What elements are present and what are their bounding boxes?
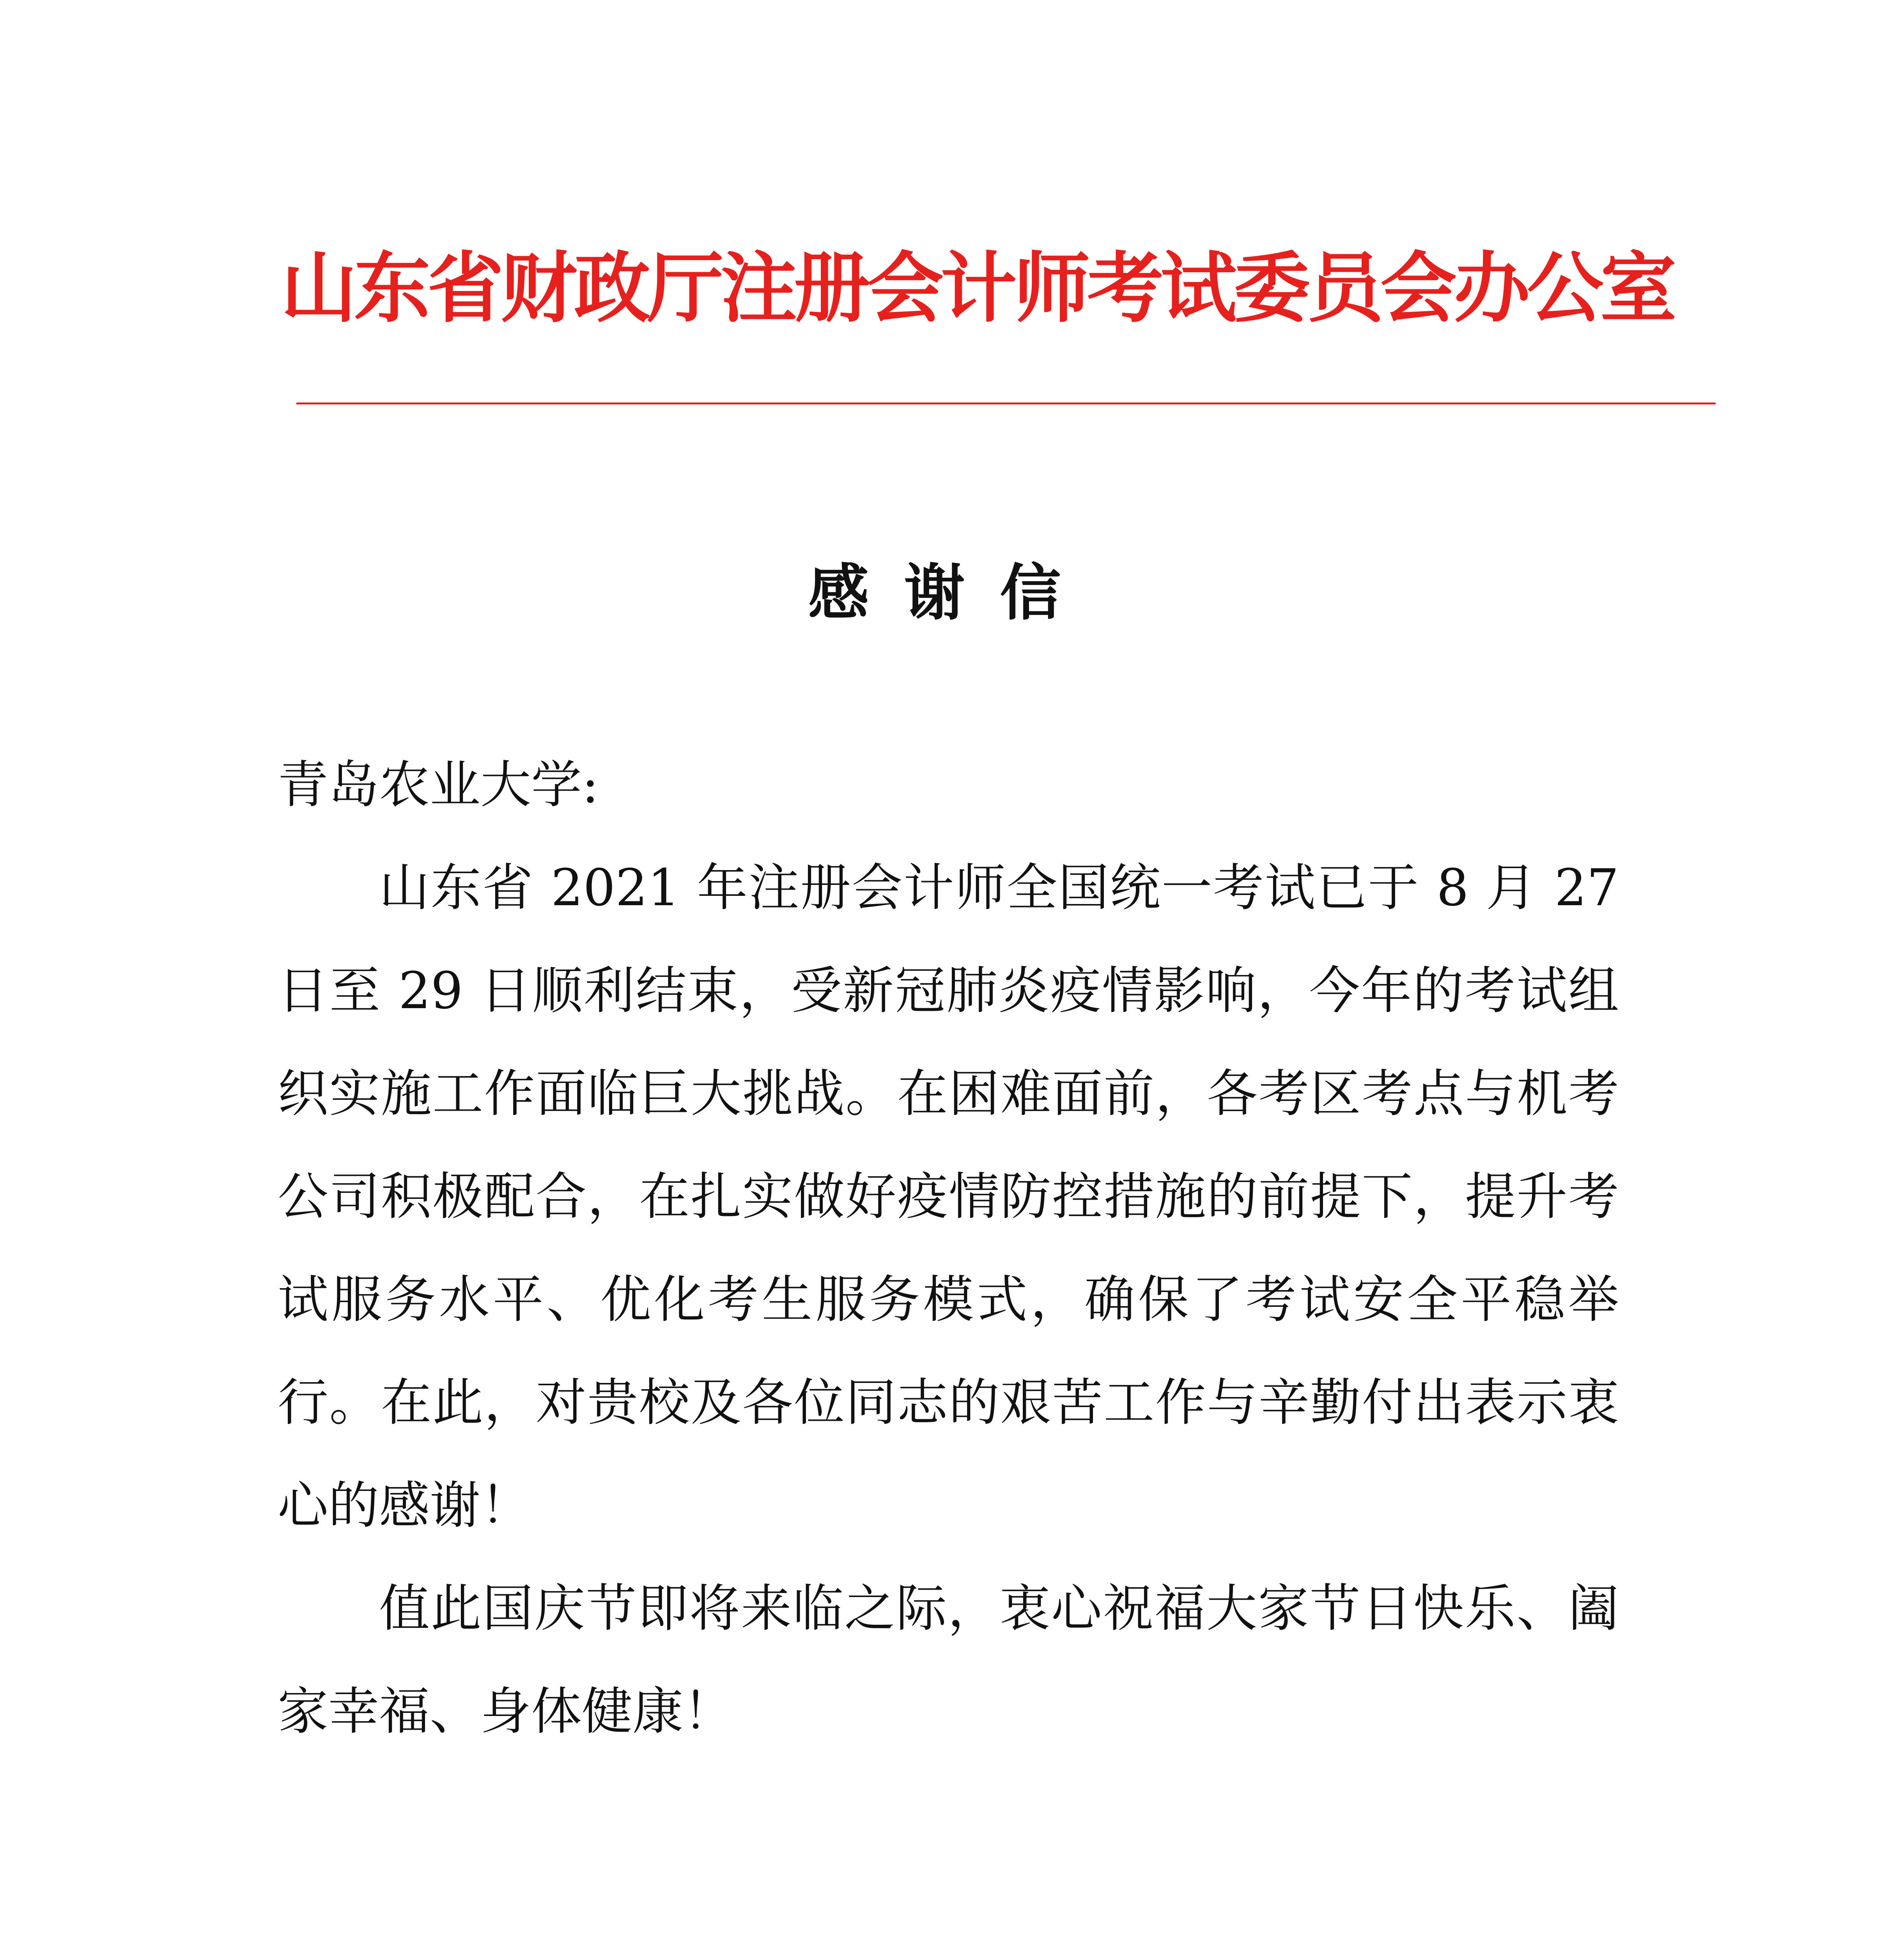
body-paragraph-2: 值此国庆节即将来临之际，衷心祝福大家节日快乐、阖家幸福、身体健康！: [278, 1579, 1619, 1741]
letter-title: 感谢信: [808, 557, 1096, 628]
letterhead-org-name: 山东省财政厅注册会计师考试委员会办公室: [281, 244, 1674, 333]
recipient-salutation: 青岛农业大学:: [278, 755, 599, 814]
letterhead-divider: [296, 402, 1716, 404]
body-paragraph-1: 山东省 2021 年注册会计师全国统一考试已于 8 月 27 日至 29 日顺利结束，受新冠肺炎疫情影响，今年的考试组织实施工作面临巨大挑战。在困难面前，各考区考点与机考公司积极配合，在扎实做好疫情防控措施的前提下，提升考试服务水平、优化考生服务模式，确保了考试安全平稳举行。在此，对贵校及各位同志的艰苦工作与辛勤付出表示衷心的感谢！: [278, 858, 1619, 1535]
